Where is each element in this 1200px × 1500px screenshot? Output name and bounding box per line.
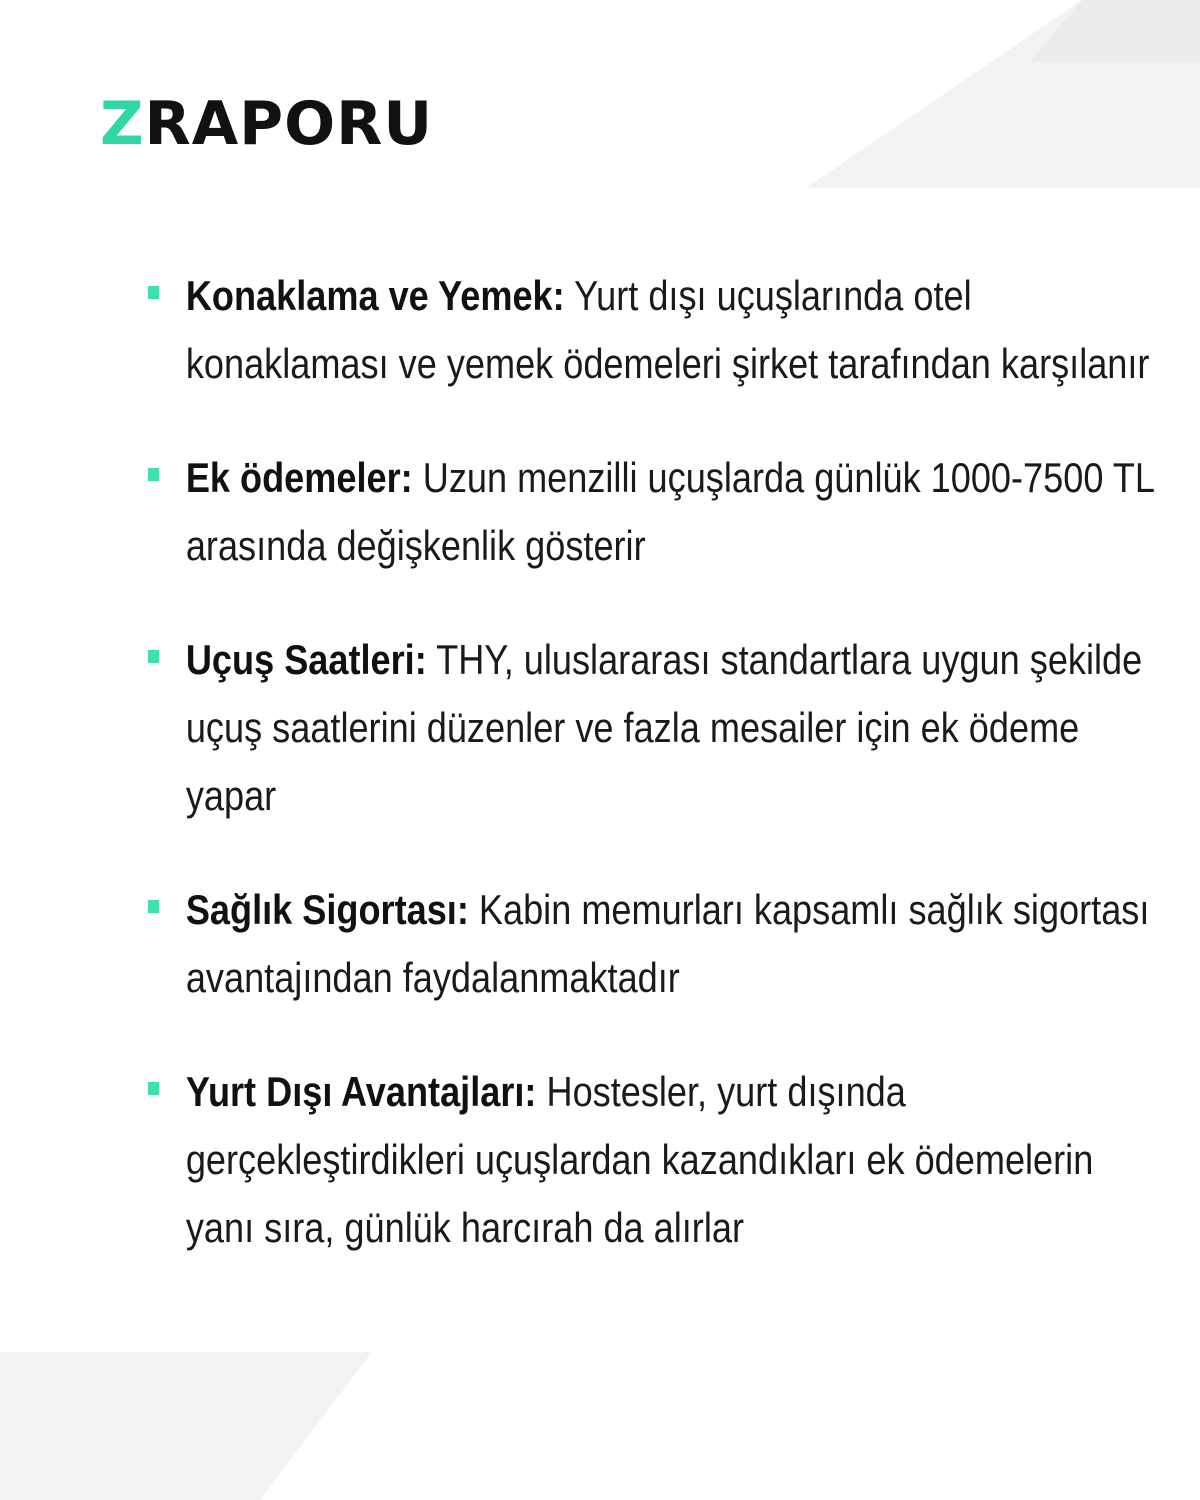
item-title: Ek ödemeler: [185, 454, 413, 501]
bullet-icon [148, 650, 159, 663]
bottom-left-decor-shape [0, 1352, 372, 1500]
item-text: Hostesler, yurt dışında gerçekleştirdikleri uçuşlardan kazandıkları ek ödemelerin yanı sıra, günlük harcırah da alırlar [185, 1068, 1094, 1251]
bullet-icon [148, 900, 159, 913]
item-title: Konaklama ve Yemek: [185, 272, 565, 319]
item-title: Yurt Dışı Avantajları: [185, 1068, 537, 1115]
item-text: Kabin memurları kapsamlı sağlık sigortası avantajından faydalanmaktadır [185, 886, 1150, 1001]
list-item [148, 444, 1158, 580]
item-text: THY, uluslararası standartlara uygun şekilde uçuş saatlerini düzenler ve fazla mesailer için ek ödeme yapar [185, 636, 1143, 819]
list-item [148, 262, 1158, 398]
brand-logo [100, 88, 433, 160]
logo-wordmark: RAPORU [144, 89, 434, 159]
item-title: Sağlık Sigortası: [185, 886, 469, 933]
item-text: Uzun menzilli uçuşlarda günlük 1000-7500 TL arasında değişkenlik gösterir [185, 454, 1154, 569]
bullet-icon [148, 468, 159, 481]
list-item [148, 876, 1158, 1012]
logo-z-letter: Z [100, 89, 145, 159]
list-item [148, 626, 1158, 830]
item-title: Uçuş Saatleri: [185, 636, 427, 683]
list-item [148, 1058, 1158, 1262]
bullet-icon [148, 286, 159, 299]
bullet-icon [148, 1082, 159, 1095]
benefits-list [148, 262, 1158, 1308]
item-text: Yurt dışı uçuşlarında otel konaklaması ve yemek ödemeleri şirket tarafından karşılanır [185, 272, 1150, 387]
